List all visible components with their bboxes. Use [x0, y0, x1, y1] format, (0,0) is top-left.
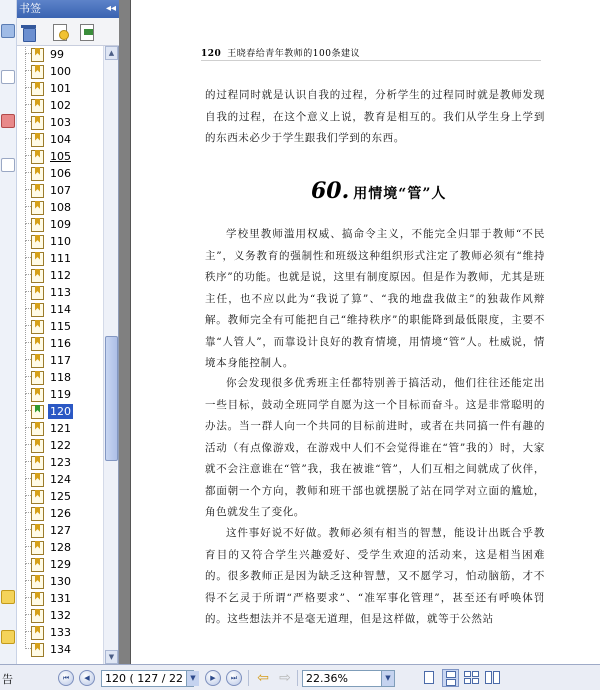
bookmark-icon	[31, 218, 44, 232]
bookmark-item[interactable]	[31, 80, 73, 97]
scroll-down-icon[interactable]: ▼	[105, 650, 118, 664]
bookmark-item[interactable]	[31, 607, 73, 624]
bookmark-label: 108	[50, 201, 71, 214]
bookmark-label: 132	[50, 609, 71, 622]
bookmark-icon	[31, 388, 44, 402]
bookmark-item[interactable]	[31, 301, 73, 318]
bookmark-icon	[31, 609, 44, 623]
bookmark-icon	[31, 456, 44, 470]
bookmark-item[interactable]	[31, 216, 73, 233]
bookmark-label: 101	[50, 82, 71, 95]
single-page-view-icon[interactable]	[421, 669, 438, 687]
navigation-strip	[0, 0, 17, 664]
comments-icon[interactable]	[1, 590, 15, 604]
header-rule	[201, 60, 541, 61]
bookmark-icon	[31, 286, 44, 300]
scroll-up-icon[interactable]: ▲	[105, 46, 118, 60]
bookmark-icon	[31, 626, 44, 640]
bookmark-label: 133	[50, 626, 71, 639]
running-head	[201, 46, 360, 59]
bookmark-item[interactable]	[31, 369, 73, 386]
layers-icon[interactable]	[1, 158, 15, 172]
bookmark-item[interactable]	[31, 522, 73, 539]
bookmark-item[interactable]	[31, 46, 66, 63]
bookmark-label: 121	[50, 422, 71, 435]
bookmark-item[interactable]	[31, 437, 73, 454]
pages-tab-icon[interactable]	[1, 24, 15, 38]
bookmark-icon	[31, 422, 44, 436]
panel-title-text: 书签	[19, 2, 41, 15]
bookmark-item[interactable]	[31, 624, 73, 641]
paragraph-3: 这件事好说不好做。教师必须有相当的智慧，能设计出既合乎教育目的又符合学生兴趣爱好、受学生欢迎的活动来，这是相当困难的。很多教师正是因为缺乏这种智慧，又不愿学习，怕动脑筋，才不得不乞灵于所谓“严格要求”、“准军事化管理”，甚至还有呼唤体罚的。这些想法并不是毫无道理，但是这样做，就等于公然站	[205, 527, 545, 625]
bookmark-item[interactable]	[31, 454, 73, 471]
bookmark-icon	[31, 320, 44, 334]
bookmark-label: 131	[50, 592, 71, 605]
bookmark-item[interactable]	[31, 505, 73, 522]
bookmark-icon	[31, 490, 44, 504]
back-arrow-icon[interactable]: ⇦	[257, 670, 269, 686]
paragraph-continued: 的过程同时就是认识自我的过程，分析学生的过程同时就是教师发现自我的过程，在这个意义上说，教育是相互的。我们从学生身上学到的东西未必少于学生跟我们学到的东西。	[205, 89, 545, 144]
bookmark-item[interactable]	[31, 641, 73, 658]
bookmark-label: 107	[50, 184, 71, 197]
new-bookmark-icon[interactable]	[50, 23, 68, 41]
document-view	[119, 0, 600, 664]
collapse-panel-icon[interactable]: ◂◂	[105, 3, 116, 14]
bookmark-label: 112	[50, 269, 71, 282]
bookmark-icon	[31, 592, 44, 606]
bookmark-item[interactable]	[31, 284, 73, 301]
bookmark-label: 103	[50, 116, 71, 129]
bookmark-label: 128	[50, 541, 71, 554]
status-bar	[0, 664, 600, 690]
zoom-dropdown-icon[interactable]: ▼	[381, 671, 394, 686]
bookmark-icon	[31, 354, 44, 368]
bookmark-icon	[31, 524, 44, 538]
bookmark-icon	[31, 558, 44, 572]
bookmarks-scrollbar[interactable]	[103, 46, 118, 664]
bookmark-item[interactable]	[31, 233, 73, 250]
bookmark-item[interactable]	[31, 556, 73, 573]
running-head-page: 120	[201, 49, 222, 59]
bookmark-label: 116	[50, 337, 71, 350]
bookmark-item[interactable]	[31, 403, 73, 420]
running-head-title: 王晓春给青年教师的100条建议	[227, 49, 360, 59]
bookmark-item[interactable]	[31, 131, 73, 148]
panel-title	[17, 0, 119, 18]
bookmark-label: 100	[50, 65, 71, 78]
bookmark-icon	[31, 337, 44, 351]
bookmark-item[interactable]	[31, 471, 73, 488]
page-number-input[interactable]: 120 ( 127 / 22	[101, 670, 194, 687]
forward-arrow-icon[interactable]: ⇨	[279, 670, 291, 686]
bookmark-label: 119	[50, 388, 71, 401]
bookmark-item[interactable]	[31, 386, 73, 403]
bookmark-icon	[31, 371, 44, 385]
bookmark-icon	[31, 643, 44, 657]
bookmark-icon	[31, 473, 44, 487]
bookmark-item[interactable]	[31, 267, 73, 284]
bookmark-label: 117	[50, 354, 71, 367]
bookmark-properties-icon[interactable]	[77, 23, 95, 41]
bookmark-item[interactable]	[31, 488, 73, 505]
bookmark-item[interactable]	[31, 199, 73, 216]
document-icon[interactable]	[1, 70, 15, 84]
bookmark-item[interactable]	[31, 539, 73, 556]
bookmark-label: 122	[50, 439, 71, 452]
bookmark-list	[17, 46, 103, 662]
bookmark-icon	[31, 65, 44, 79]
previous-page-icon[interactable]: ◀	[79, 670, 95, 686]
page-dropdown-icon[interactable]: ▼	[186, 671, 199, 686]
bookmark-item[interactable]	[31, 590, 73, 607]
bookmark-icon	[31, 201, 44, 215]
bookmark-label: 99	[50, 48, 64, 61]
bookmark-icon	[31, 116, 44, 130]
bookmark-label: 106	[50, 167, 71, 180]
bookmark-item[interactable]	[31, 148, 73, 165]
bookmarks-toolbar	[17, 18, 119, 46]
bookmark-item[interactable]	[31, 114, 73, 131]
bookmark-icon	[31, 303, 44, 317]
bookmark-icon	[31, 150, 44, 164]
bookmark-icon	[31, 184, 44, 198]
bookmark-label: 114	[50, 303, 71, 316]
bookmark-label: 111	[50, 252, 71, 265]
bookmark-icon	[31, 405, 44, 419]
bookmark-item[interactable]	[31, 420, 73, 437]
bookmark-item[interactable]	[31, 352, 73, 369]
bookmark-item[interactable]	[31, 573, 73, 590]
bookmark-item[interactable]	[31, 318, 73, 335]
bookmark-label: 126	[50, 507, 71, 520]
bookmark-label: 109	[50, 218, 71, 231]
zoom-input[interactable]: 22.36%	[302, 670, 395, 687]
chapter-title-text: 用情境“管”人	[353, 186, 447, 202]
bookmark-label: 110	[50, 235, 71, 248]
chapter-number: 60.	[311, 178, 350, 204]
first-page-icon[interactable]: ⏮	[58, 670, 74, 686]
bookmark-label: 129	[50, 558, 71, 571]
bookmark-item[interactable]	[31, 97, 73, 114]
bookmark-icon	[31, 133, 44, 147]
bookmark-label: 120	[50, 405, 71, 418]
bookmark-label: 113	[50, 286, 71, 299]
bookmark-item[interactable]	[31, 182, 73, 199]
continuous-facing-view-icon[interactable]	[484, 669, 501, 687]
bookmark-label: 134	[50, 643, 71, 656]
bookmark-icon	[31, 252, 44, 266]
bookmark-icon	[31, 575, 44, 589]
bookmark-label: 127	[50, 524, 71, 537]
bookmarks-panel	[17, 0, 119, 664]
bookmark-icon	[31, 269, 44, 283]
bookmark-label: 130	[50, 575, 71, 588]
pdf-page	[130, 0, 600, 664]
bookmark-icon	[31, 48, 44, 62]
separator	[248, 670, 249, 686]
bookmark-label: 125	[50, 490, 71, 503]
bookmark-icon	[31, 82, 44, 96]
facing-view-icon[interactable]	[463, 669, 480, 687]
bookmark-label: 102	[50, 99, 71, 112]
bookmark-label: 123	[50, 456, 71, 469]
bookmark-label: 104	[50, 133, 71, 146]
scroll-thumb[interactable]	[105, 336, 118, 461]
bookmark-label: 105	[50, 150, 71, 163]
bookmark-icon	[31, 439, 44, 453]
bookmark-label: 115	[50, 320, 71, 333]
signature-icon[interactable]	[1, 114, 15, 128]
bookmark-icon	[31, 235, 44, 249]
bookmark-item[interactable]	[31, 250, 73, 267]
separator	[297, 670, 298, 686]
paragraph-1: 学校里教师滥用权威、搞命令主义，不能完全归罪于教师“不民主”，义务教育的强制性和班级这种组织形式注定了教师必须有“维持秩序”的功能。也就是说，这里有制度原因。但是作为教师，尤其是班主任，也不应以此为“我说了算”、“我的地盘我做主”的独裁作风辩解。教师完全有可能把自己“维持秩序”的职能降到最低限度，主要不靠“人管人”，而靠设计良好的教育情境，用情境“管”人。杜威说，情境本身能控制人。	[205, 228, 545, 369]
bookmark-icon	[31, 99, 44, 113]
bookmark-item[interactable]	[31, 165, 73, 182]
bookmark-icon	[31, 507, 44, 521]
bookmark-label: 118	[50, 371, 71, 384]
trash-icon[interactable]	[20, 23, 38, 41]
paragraph-2: 你会发现很多优秀班主任都特别善于搞活动，他们往往还能定出一些目标，鼓动全班同学自愿为这一个目标而奋斗。这是非常聪明的办法。当一群人向一个共同的目标前进时，或者在共同搞一件有趣的活动（有点像游戏，在游戏中人们不会觉得谁在“管”我的）时，大家就不会注意谁在“管”我，我在被谁“管”，人们互相之间就成了伙伴，都面朝一个方向，教师和班干部也就摆脱了站在同学对立面的尴尬，角色就发生了变化。	[205, 377, 545, 518]
last-page-icon[interactable]: ⏭	[226, 670, 242, 686]
bookmark-label: 124	[50, 473, 71, 486]
bookmark-item[interactable]	[31, 63, 73, 80]
bookmark-item[interactable]	[31, 335, 73, 352]
attachments-icon[interactable]	[1, 630, 15, 644]
status-text: 告	[2, 673, 13, 686]
chapter-title	[311, 178, 446, 204]
continuous-view-icon[interactable]	[442, 669, 459, 687]
next-page-icon[interactable]: ▶	[205, 670, 221, 686]
bookmark-icon	[31, 167, 44, 181]
bookmark-icon	[31, 541, 44, 555]
